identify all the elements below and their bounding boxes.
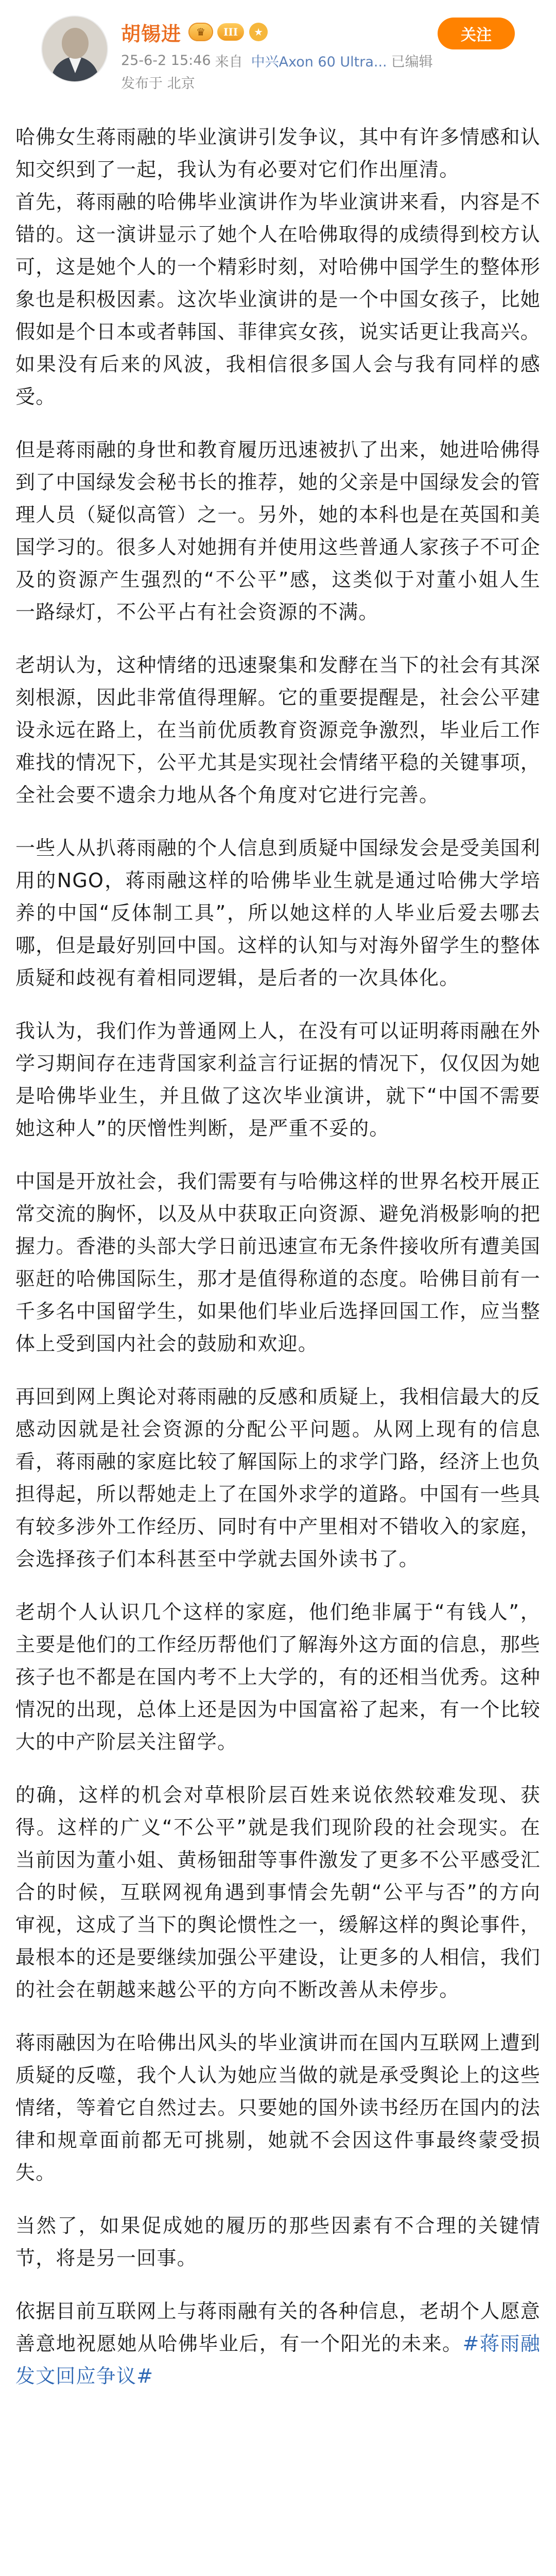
author-name-row — [121, 18, 268, 46]
paragraph-5: 我认为，我们作为普通网上人，在没有可以证明蒋雨融在外学习期间存在违背国家利益言行证据的情况下，仅仅因为她是哈佛毕业生，并且做了这次毕业演讲，就下“中国不需要她这种人”的厌憎性判断，是严重不妥的。 — [15, 1020, 541, 1140]
paragraph-9: 的确，这样的机会对草根阶层百姓来说依然较难发现、获得。这样的广义“不公平”就是我们现阶段的社会现实。在当前因为董小姐、黄杨钿甜等事件激发了更多不公平感受汇合的时候，互联网视角遇到事情会先朝“公平与否”的方向审视，这成了当下的舆论惯性之一，缓解这样的舆论事件，最根本的还是要继续加强公平建设，让更多的人相信，我们的社会在朝越来越公平的方向不断改善从未停步。 — [15, 1784, 541, 2001]
source-prefix: 来自 — [215, 54, 243, 70]
avatar-figure-head — [62, 28, 89, 59]
paragraph-12-text: 依据目前互联网上与蒋雨融有关的各种信息，老胡个人愿意善意地祝愿她从哈佛毕业后，有一个阳光的未来。 — [15, 2300, 541, 2355]
paragraph-7: 再回到网上舆论对蒋雨融的反感和质疑上，我相信最大的反感动因就是社会资源的分配公平问题。从网上现有的信息看，蒋雨融的家庭比较了解国际上的求学门路，经济上也负担得起，所以帮她走上了在国外求学的道路。中国有一些具有较多涉外工作经历、同时有中产里相对不错收入的家庭，会选择孩子们本科甚至中学就去国外读书了。 — [15, 1385, 541, 1570]
paragraph-2: 但是蒋雨融的身世和教育履历迅速被扒了出来，她进哈佛得到了中国绿发会秘书长的推荐，她的父亲是中国绿发会的管理人员（疑似高管）之一。另外，她的本科也是在英国和美国学习的。很多人对她拥有并使用这些普通人家孩子不可企及的资源产生强烈的“不公平”感，这类似于对董小姐人生一路绿灯，不公平占有社会资源的不满。 — [15, 438, 541, 623]
edited-label[interactable]: 已编辑 — [391, 54, 433, 70]
paragraph-1: 哈佛女生蒋雨融的毕业演讲引发争议，其中有许多情感和认知交织到了一起，我认为有必要对它们作出厘清。 首先，蒋雨融的哈佛毕业演讲作为毕业演讲来看，内容是不错的。这一演讲显示了她个人在哈佛取得的成绩得到校方认可，这是她个人的一个精彩时刻，对哈佛中国学生的整体形象也是积极因素。这次毕业演讲的是一个中国女孩子，比她假如是个日本或者韩国、菲律宾女孩，说实话更让我高兴。如果没有后来的风波，我相信很多国人会与我有同样的感受。 — [15, 126, 541, 408]
post-body — [15, 121, 541, 2393]
post-timestamp: 25-6-2 15:46 — [121, 53, 211, 69]
paragraph-4: 一些人从扒蒋雨融的个人信息到质疑中国绿发会是受美国利用的NGO，蒋雨融这样的哈佛毕业生就是通过哈佛大学培养的中国“反体制工具”，所以她这样的人毕业后爱去哪去哪，但是最好别回中国。这样的认知与对海外留学生的整体质疑和歧视有着相同逻辑，是后者的一次具体化。 — [15, 837, 541, 989]
paragraph-8: 老胡个人认识几个这样的家庭，他们绝非属于“有钱人”，主要是他们的工作经历帮他们了解海外这方面的信息，那些孩子也不都是在国内考不上大学的，有的还相当优秀。这种情况的出现，总体上还是因为中国富裕了起来，有一个比较大的中产阶层关注留学。 — [15, 1601, 541, 1753]
post-location: 发布于 北京 — [121, 76, 195, 92]
paragraph-6: 中国是开放社会，我们需要有与哈佛这样的世界名校开展正常交流的胸怀，以及从中获取正向资源、避免消极影响的把握力。香港的头部大学日前迅速宣布无条件接收所有遭美国驱赶的哈佛国际生，那才是值得称道的态度。哈佛目前有一千多名中国留学生，如果他们毕业后选择回国工作，应当整体上受到国内社会的鼓励和欢迎。 — [15, 1170, 541, 1355]
paragraph-10: 蒋雨融因为在哈佛出风头的毕业演讲而在国内互联网上遭到质疑的反噬，我个人认为她应当做的就是承受舆论上的这些情绪，等着它自然过去。只要她的国外读书经历在国内的法律和规章面前都无可挑剔，她就不会因这件事最终蒙受损失。 — [15, 2031, 541, 2184]
paragraph-12 — [15, 2295, 541, 2393]
paragraph-11: 当然了，如果促成她的履历的那些因素有不合理的关键情节，将是另一回事。 — [15, 2214, 541, 2269]
author-name[interactable]: 胡锡进 — [121, 22, 182, 45]
device-link[interactable]: 中兴Axon 60 Ultra... — [251, 54, 387, 70]
follow-button[interactable]: 关注 — [438, 18, 515, 49]
topic-hashtag-link[interactable]: #蒋雨融发文回应争议# — [15, 2332, 541, 2387]
post-meta — [121, 50, 437, 71]
level-badge[interactable]: III — [217, 23, 244, 41]
crown-badge-icon[interactable]: ♛ — [188, 23, 213, 41]
gold-tag-icon[interactable]: ★ — [249, 23, 268, 41]
paragraph-3: 老胡认为，这种情绪的迅速聚集和发酵在当下的社会有其深刻根源，因此非常值得理解。它的重要提醒是，社会公平建设永远在路上，在当前优质教育资源竞争激烈，毕业后工作难找的情况下，公平尤其是实现社会情绪平稳的关键事项，全社会要不遗余力地从各个角度对它进行完善。 — [15, 654, 541, 806]
avatar[interactable] — [41, 15, 108, 82]
post-header — [21, 0, 535, 113]
